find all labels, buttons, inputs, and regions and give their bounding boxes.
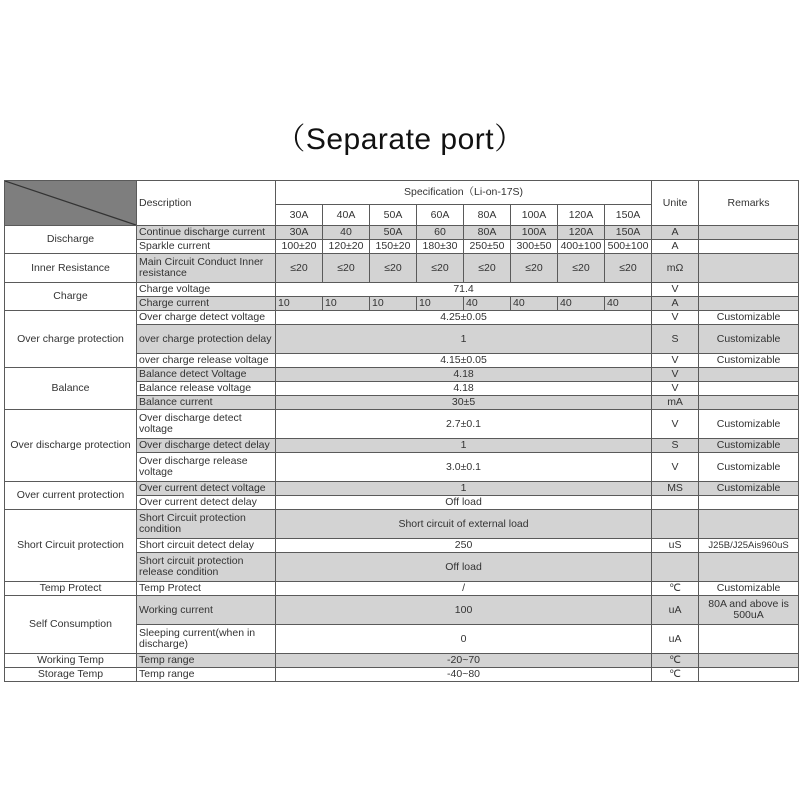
row-remark: [699, 625, 799, 654]
row-remark: [699, 283, 799, 297]
category-over-current: Over current protection: [5, 482, 137, 510]
row-remark: [699, 368, 799, 382]
category-over-charge: Over charge protection: [5, 311, 137, 368]
row-description: Continue discharge current: [137, 226, 276, 240]
row-remark: [699, 553, 799, 582]
row-value: Off load: [276, 553, 652, 582]
category-charge: Charge: [5, 283, 137, 311]
row-remark: [699, 240, 799, 254]
table-row: [5, 596, 799, 625]
row-value: 10: [370, 297, 417, 311]
row-description: Charge current: [137, 297, 276, 311]
row-value: 60: [417, 226, 464, 240]
row-remark: Customizable: [699, 453, 799, 482]
row-value: 0: [276, 625, 652, 654]
row-value: 400±100: [558, 240, 605, 254]
table-row: [5, 510, 799, 539]
row-unit: ℃: [652, 668, 699, 682]
row-value: 120A: [558, 226, 605, 240]
row-description: Short Circuit protection condition: [137, 510, 276, 539]
specification-table: [4, 180, 799, 682]
row-value: 30A: [276, 226, 323, 240]
row-remark: Customizable: [699, 482, 799, 496]
row-description: Short circuit protection release condition: [137, 553, 276, 582]
row-value: 10: [323, 297, 370, 311]
row-value: /: [276, 582, 652, 596]
row-remark: J25B/J25Ais960uS: [699, 539, 799, 553]
row-unit: A: [652, 297, 699, 311]
row-remark: [699, 668, 799, 682]
row-remark: [699, 396, 799, 410]
category-discharge: Discharge: [5, 226, 137, 254]
row-remark: 80A and above is 500uA: [699, 596, 799, 625]
row-remark: Customizable: [699, 439, 799, 453]
row-value: 150A: [605, 226, 652, 240]
row-value: 3.0±0.1: [276, 453, 652, 482]
category-storage-temp: Storage Temp: [5, 668, 137, 682]
row-unit: mΩ: [652, 254, 699, 283]
table-row: [5, 226, 799, 240]
row-description: Over charge detect voltage: [137, 311, 276, 325]
row-value: ≤20: [464, 254, 511, 283]
header-unit: Unite: [652, 181, 699, 226]
row-description: Sleeping current(when in discharge): [137, 625, 276, 654]
table-row: [5, 368, 799, 382]
header-specification: Specification（Li-on-17S): [276, 181, 652, 205]
page-title: （Separate port）: [275, 123, 525, 156]
category-working-temp: Working Temp: [5, 654, 137, 668]
row-value: Off load: [276, 496, 652, 510]
row-unit: V: [652, 382, 699, 396]
row-unit: MS: [652, 482, 699, 496]
table-row: [5, 283, 799, 297]
row-unit: V: [652, 368, 699, 382]
table-row: [5, 654, 799, 668]
row-value: 30±5: [276, 396, 652, 410]
row-unit: V: [652, 453, 699, 482]
row-remark: [699, 297, 799, 311]
row-value: ≤20: [370, 254, 417, 283]
row-value: 500±100: [605, 240, 652, 254]
row-remark: [699, 254, 799, 283]
row-value: 10: [417, 297, 464, 311]
row-unit: [652, 510, 699, 539]
row-value: 80A: [464, 226, 511, 240]
row-remark: [699, 654, 799, 668]
row-unit: [652, 496, 699, 510]
row-description: Over current detect delay: [137, 496, 276, 510]
row-description: Balance current: [137, 396, 276, 410]
row-value: 250: [276, 539, 652, 553]
category-short-circuit: Short Circuit protection: [5, 510, 137, 582]
row-description: Working current: [137, 596, 276, 625]
row-value: 40: [605, 297, 652, 311]
row-description: Temp Protect: [137, 582, 276, 596]
row-unit: A: [652, 240, 699, 254]
category-self-consumption: Self Consumption: [5, 596, 137, 654]
table-row: [5, 410, 799, 439]
row-value: ≤20: [417, 254, 464, 283]
row-unit: V: [652, 410, 699, 439]
row-description: Over discharge release voltage: [137, 453, 276, 482]
row-remark: Customizable: [699, 582, 799, 596]
row-value: 50A: [370, 226, 417, 240]
header-capacity: 50A: [370, 205, 417, 226]
row-value: 100±20: [276, 240, 323, 254]
header-remarks: Remarks: [699, 181, 799, 226]
row-value: 4.15±0.05: [276, 354, 652, 368]
row-description: Over current detect voltage: [137, 482, 276, 496]
row-description: over charge release voltage: [137, 354, 276, 368]
row-value: 1: [276, 482, 652, 496]
row-value: 180±30: [417, 240, 464, 254]
row-unit: ℃: [652, 582, 699, 596]
row-value: 4.25±0.05: [276, 311, 652, 325]
row-description: Short circuit detect delay: [137, 539, 276, 553]
row-description: Over discharge detect voltage: [137, 410, 276, 439]
row-value: Short circuit of external load: [276, 510, 652, 539]
header-capacity: 80A: [464, 205, 511, 226]
header-corner-cell: [5, 181, 137, 226]
row-description: Temp range: [137, 654, 276, 668]
row-remark: Customizable: [699, 354, 799, 368]
header-capacity: 120A: [558, 205, 605, 226]
row-value: ≤20: [511, 254, 558, 283]
row-remark: Customizable: [699, 311, 799, 325]
category-balance: Balance: [5, 368, 137, 410]
row-unit: S: [652, 439, 699, 453]
row-value: 250±50: [464, 240, 511, 254]
row-description: Temp range: [137, 668, 276, 682]
row-unit: V: [652, 354, 699, 368]
row-unit: V: [652, 311, 699, 325]
row-unit: uA: [652, 625, 699, 654]
row-description: Sparkle current: [137, 240, 276, 254]
header-capacity: 60A: [417, 205, 464, 226]
table-row: [5, 311, 799, 325]
row-unit: [652, 553, 699, 582]
row-value: -20~70: [276, 654, 652, 668]
row-value: 10: [276, 297, 323, 311]
row-unit: uA: [652, 596, 699, 625]
category-temp-protect: Temp Protect: [5, 582, 137, 596]
row-remark: Customizable: [699, 410, 799, 439]
row-value: 1: [276, 325, 652, 354]
header-description: Description: [137, 181, 276, 226]
row-remark: [699, 496, 799, 510]
row-value: -40~80: [276, 668, 652, 682]
category-over-discharge: Over discharge protection: [5, 410, 137, 482]
row-value: 40: [511, 297, 558, 311]
header-capacity: 100A: [511, 205, 558, 226]
row-value: 120±20: [323, 240, 370, 254]
row-description: Main Circuit Conduct Inner resistance: [137, 254, 276, 283]
row-description: over charge protection delay: [137, 325, 276, 354]
row-value: 100: [276, 596, 652, 625]
table-row: [5, 482, 799, 496]
table-row: [5, 668, 799, 682]
row-value: 1: [276, 439, 652, 453]
row-value: 40: [464, 297, 511, 311]
row-value: 2.7±0.1: [276, 410, 652, 439]
category-inner-resistance: Inner Resistance: [5, 254, 137, 283]
row-value: ≤20: [605, 254, 652, 283]
row-remark: [699, 382, 799, 396]
header-capacity: 150A: [605, 205, 652, 226]
row-unit: ℃: [652, 654, 699, 668]
row-value: 71.4: [276, 283, 652, 297]
row-value: 4.18: [276, 382, 652, 396]
row-description: Balance detect Voltage: [137, 368, 276, 382]
row-unit: mA: [652, 396, 699, 410]
row-value: 40: [558, 297, 605, 311]
row-value: ≤20: [558, 254, 605, 283]
diagonal-line: [5, 181, 136, 225]
row-value: 4.18: [276, 368, 652, 382]
row-description: Over discharge detect delay: [137, 439, 276, 453]
row-description: Balance release voltage: [137, 382, 276, 396]
row-value: 150±20: [370, 240, 417, 254]
row-description: Charge voltage: [137, 283, 276, 297]
row-unit: A: [652, 226, 699, 240]
row-value: 40: [323, 226, 370, 240]
row-value: 100A: [511, 226, 558, 240]
header-capacity: 40A: [323, 205, 370, 226]
row-unit: S: [652, 325, 699, 354]
row-value: ≤20: [276, 254, 323, 283]
row-remark: [699, 510, 799, 539]
table-row: [5, 582, 799, 596]
row-remark: Customizable: [699, 325, 799, 354]
row-value: 300±50: [511, 240, 558, 254]
header-capacity: 30A: [276, 205, 323, 226]
row-value: ≤20: [323, 254, 370, 283]
row-unit: V: [652, 283, 699, 297]
table-row: [5, 254, 799, 283]
row-unit: uS: [652, 539, 699, 553]
row-remark: [699, 226, 799, 240]
